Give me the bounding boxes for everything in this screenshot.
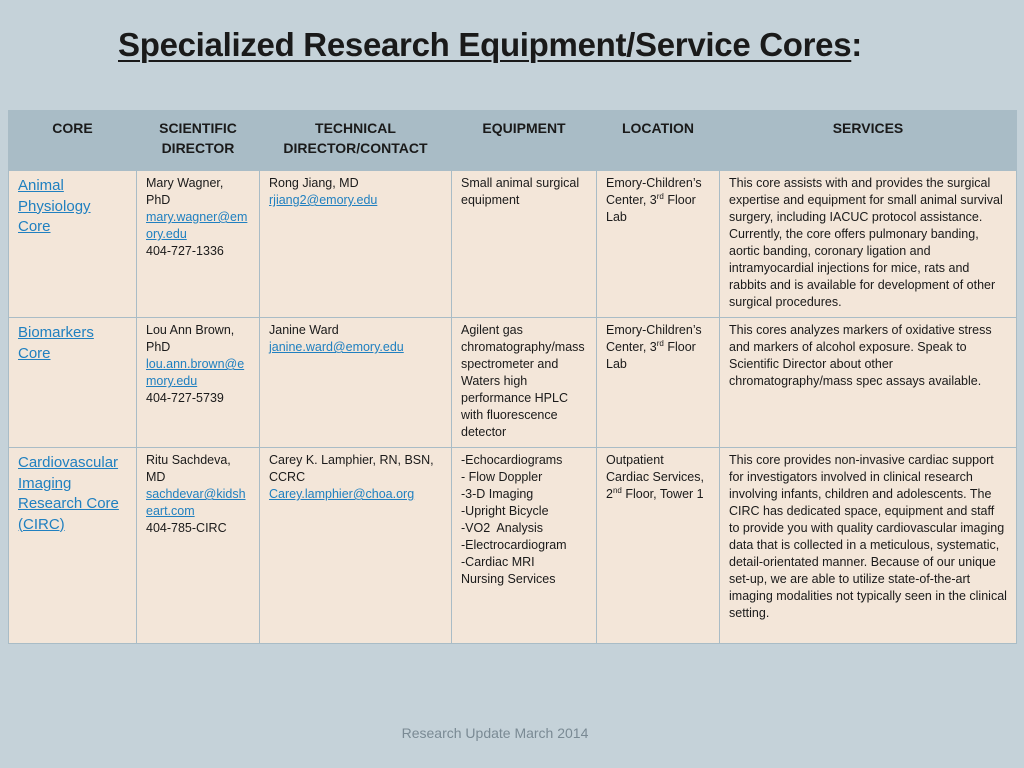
page-title-colon: : <box>851 26 862 63</box>
technical-director-cell <box>260 318 452 448</box>
equipment-cell: -Echocardiograms - Flow Doppler -3-D Imaging -Upright Bicycle -VO2 Analysis -Electrocardiogram -Cardiac MRI Nursing Services <box>452 448 597 644</box>
table-header-row <box>9 111 1017 171</box>
technical-director-name: Janine Ward <box>269 323 339 337</box>
technical-director-email[interactable]: rjiang2@emory.edu <box>269 193 378 207</box>
page-title-text: Specialized Research Equipment/Service Cores <box>118 26 852 63</box>
table-row <box>9 318 1017 448</box>
technical-director-email[interactable]: janine.ward@emory.edu <box>269 340 404 354</box>
location-cell: Emory-Children’s Center, 3rd Floor Lab <box>597 171 720 318</box>
scientific-director-email[interactable]: lou.ann.brown@emory.edu <box>146 357 245 388</box>
core-cell <box>9 448 137 644</box>
scientific-director-cell <box>137 171 260 318</box>
scientific-director-cell <box>137 448 260 644</box>
scientific-director-cell <box>137 318 260 448</box>
location-cell: Emory-Children’s Center, 3rd Floor Lab <box>597 318 720 448</box>
scientific-director-phone: 404-785-CIRC <box>146 521 227 535</box>
technical-director-name: Carey K. Lamphier, RN, BSN, CCRC <box>269 453 434 484</box>
header-services: SERVICES <box>720 111 1017 171</box>
technical-director-email[interactable]: Carey.lamphier@choa.org <box>269 487 415 501</box>
header-core: CORE <box>9 111 137 171</box>
scientific-director-email[interactable]: sachdevar@kidsheart.com <box>146 487 246 518</box>
technical-director-cell <box>260 448 452 644</box>
table-row <box>9 171 1017 318</box>
services-cell: This core assists with and provides the surgical expertise and equipment for small animal survival surgery, including IACUC protocol assistance. Currently, the core offers pulmonary banding, aortic banding, coronary ligation and intramyocardial injections for mice, rats and rabbits and is available for development of other surgical procedures. <box>720 171 1017 318</box>
scientific-director-phone: 404-727-5739 <box>146 391 224 405</box>
services-cell: This cores analyzes markers of oxidative stress and markers of alcohol exposure. Speak to Scientific Director about other chromatography/mass spec assays available. <box>720 318 1017 448</box>
header-technical-director: TECHNICAL DIRECTOR/CONTACT <box>260 111 452 171</box>
scientific-director-name: Mary Wagner, PhD <box>146 176 224 207</box>
services-cell: This core provides non-invasive cardiac support for investigators involved in clinical research involving infants, children and adolescents. The CIRC has dedicated space, equipment and staff to provide you with quality cardiovascular imaging data that is collected in a meticulous, systematic, detail-orientated manner. Because of our unique set-up, we are able to utilize state-of-the-art imaging modalities not typically seen in the clinical setting. <box>720 448 1017 644</box>
equipment-cell: Small animal surgical equipment <box>452 171 597 318</box>
equipment-cell: Agilent gas chromatography/mass spectrometer and Waters high performance HPLC with fluorescence detector <box>452 318 597 448</box>
scientific-director-name: Ritu Sachdeva, MD <box>146 453 231 484</box>
core-cell <box>9 171 137 318</box>
technical-director-cell <box>260 171 452 318</box>
core-link-biomarkers[interactable]: Biomarkers Core <box>18 324 94 362</box>
header-equipment: EQUIPMENT <box>452 111 597 171</box>
core-link-animal-physiology[interactable]: Animal Physiology Core <box>18 177 91 235</box>
table-row <box>9 448 1017 644</box>
page-title <box>118 26 862 64</box>
scientific-director-email[interactable]: mary.wagner@emory.edu <box>146 210 248 241</box>
technical-director-name: Rong Jiang, MD <box>269 176 359 190</box>
header-scientific-director: SCIENTIFIC DIRECTOR <box>137 111 260 171</box>
scientific-director-name: Lou Ann Brown, PhD <box>146 323 235 354</box>
core-link-cardiovascular-imaging[interactable]: Cardiovascular Imaging Research Core (CIRC) <box>18 454 119 533</box>
footer-text: Research Update March 2014 <box>401 725 589 741</box>
header-location: LOCATION <box>597 111 720 171</box>
core-cell <box>9 318 137 448</box>
cores-table <box>8 110 1017 644</box>
scientific-director-phone: 404-727-1336 <box>146 244 224 258</box>
location-cell: Outpatient Cardiac Services, 2nd Floor, Tower 1 <box>597 448 720 644</box>
